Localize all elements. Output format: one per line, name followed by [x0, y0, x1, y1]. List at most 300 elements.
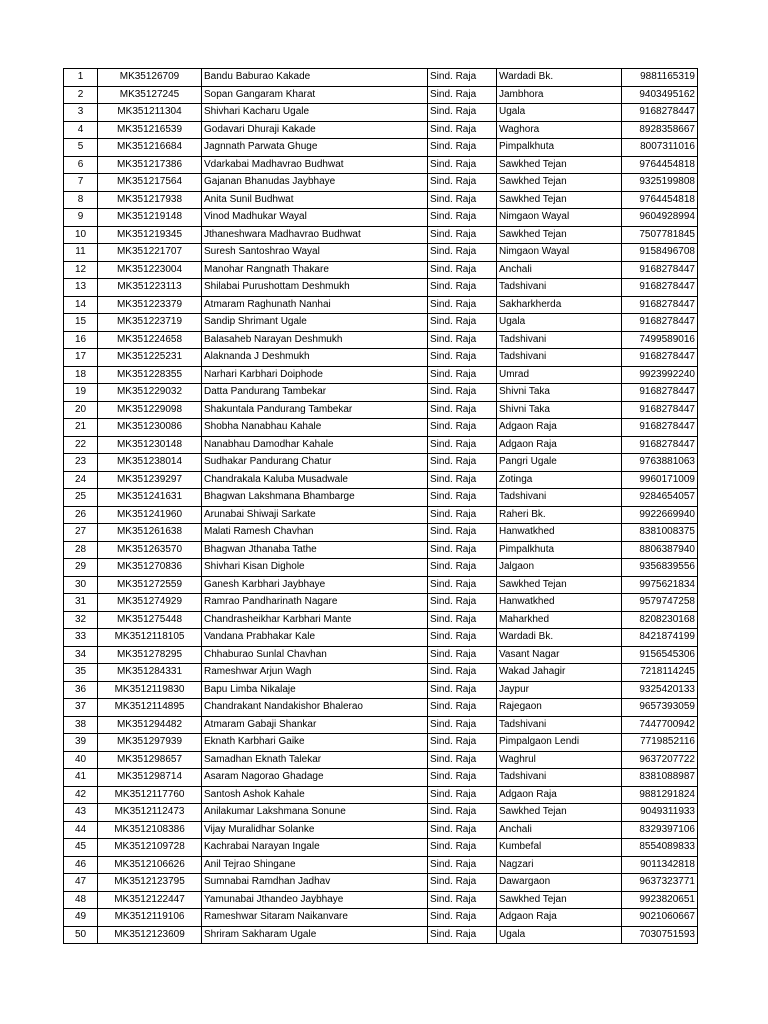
phone-number-cell: 9325199808 [622, 174, 698, 192]
village-cell: Pimpalkhuta [497, 541, 622, 559]
serial-number-cell: 9 [64, 209, 98, 227]
farmer-name-cell: Atmaram Raghunath Nanhai [202, 296, 428, 314]
table-row [64, 821, 698, 839]
village-cell: Wardadi Bk. [497, 629, 622, 647]
registration-id-cell: MK3512118105 [98, 629, 202, 647]
table-row [64, 296, 698, 314]
serial-number-cell: 20 [64, 401, 98, 419]
serial-number-cell: 1 [64, 69, 98, 87]
farmer-name-cell: Vdarkabai Madhavrao Budhwat [202, 156, 428, 174]
registration-id-cell: MK3512106626 [98, 856, 202, 874]
taluka-cell: Sind. Raja [428, 314, 497, 332]
table-row [64, 69, 698, 87]
table-row [64, 471, 698, 489]
taluka-cell: Sind. Raja [428, 611, 497, 629]
phone-number-cell: 9975621834 [622, 576, 698, 594]
phone-number-cell: 8381008375 [622, 524, 698, 542]
phone-number-cell: 8208230168 [622, 611, 698, 629]
serial-number-cell: 8 [64, 191, 98, 209]
registration-id-cell: MK3512117760 [98, 786, 202, 804]
serial-number-cell: 39 [64, 734, 98, 752]
serial-number-cell: 43 [64, 804, 98, 822]
taluka-cell: Sind. Raja [428, 891, 497, 909]
serial-number-cell: 4 [64, 121, 98, 139]
farmer-name-cell: Ramrao Pandharinath Nagare [202, 594, 428, 612]
farmer-name-cell: Atmaram Gabaji Shankar [202, 716, 428, 734]
serial-number-cell: 45 [64, 839, 98, 857]
table-row [64, 489, 698, 507]
taluka-cell: Sind. Raja [428, 156, 497, 174]
farmer-name-cell: Godavari Dhuraji Kakade [202, 121, 428, 139]
village-cell: Sakharkherda [497, 296, 622, 314]
farmer-name-cell: Jagnnath Parwata Ghuge [202, 139, 428, 157]
registration-id-cell: MK351219148 [98, 209, 202, 227]
farmer-name-cell: Chandrasheikhar Karbhari Mante [202, 611, 428, 629]
registration-id-cell: MK35126709 [98, 69, 202, 87]
phone-number-cell: 9049311933 [622, 804, 698, 822]
serial-number-cell: 50 [64, 926, 98, 944]
registration-id-cell: MK351278295 [98, 646, 202, 664]
table-row [64, 454, 698, 472]
table-row [64, 331, 698, 349]
taluka-cell: Sind. Raja [428, 191, 497, 209]
village-cell: Ugala [497, 926, 622, 944]
serial-number-cell: 25 [64, 489, 98, 507]
registration-id-cell: MK351294482 [98, 716, 202, 734]
registration-id-cell: MK351223379 [98, 296, 202, 314]
table-row [64, 716, 698, 734]
village-cell: Zotinga [497, 471, 622, 489]
serial-number-cell: 27 [64, 524, 98, 542]
serial-number-cell: 34 [64, 646, 98, 664]
registration-id-cell: MK3512108386 [98, 821, 202, 839]
serial-number-cell: 16 [64, 331, 98, 349]
phone-number-cell: 9657393059 [622, 699, 698, 717]
village-cell: Shivni Taka [497, 384, 622, 402]
village-cell: Ugala [497, 314, 622, 332]
phone-number-cell: 7447700942 [622, 716, 698, 734]
registration-id-cell: MK35127245 [98, 86, 202, 104]
registration-id-cell: MK351216684 [98, 139, 202, 157]
village-cell: Wakad Jahagir [497, 664, 622, 682]
taluka-cell: Sind. Raja [428, 856, 497, 874]
phone-number-cell: 8806387940 [622, 541, 698, 559]
serial-number-cell: 46 [64, 856, 98, 874]
table-row [64, 419, 698, 437]
farmer-name-cell: Sudhakar Pandurang Chatur [202, 454, 428, 472]
farmer-name-cell: Malati Ramesh Chavhan [202, 524, 428, 542]
table-row [64, 646, 698, 664]
registration-id-cell: MK3512119830 [98, 681, 202, 699]
registration-id-cell: MK351275448 [98, 611, 202, 629]
farmer-name-cell: Chandrakala Kaluba Musadwale [202, 471, 428, 489]
registration-id-cell: MK351284331 [98, 664, 202, 682]
farmer-name-cell: Bandu Baburao Kakade [202, 69, 428, 87]
taluka-cell: Sind. Raja [428, 751, 497, 769]
village-cell: Jaypur [497, 681, 622, 699]
table-row [64, 594, 698, 612]
phone-number-cell: 7218114245 [622, 664, 698, 682]
registration-id-cell: MK351211304 [98, 104, 202, 122]
village-cell: Sawkhed Tejan [497, 804, 622, 822]
table-row [64, 734, 698, 752]
village-cell: Tadshivani [497, 489, 622, 507]
phone-number-cell: 7030751593 [622, 926, 698, 944]
village-cell: Umrad [497, 366, 622, 384]
serial-number-cell: 15 [64, 314, 98, 332]
taluka-cell: Sind. Raja [428, 646, 497, 664]
phone-number-cell: 7499589016 [622, 331, 698, 349]
phone-number-cell: 8928358667 [622, 121, 698, 139]
table-row [64, 139, 698, 157]
registration-id-cell: MK351272559 [98, 576, 202, 594]
farmer-name-cell: Arunabai Shiwaji Sarkate [202, 506, 428, 524]
village-cell: Wardadi Bk. [497, 69, 622, 87]
farmer-name-cell: Gajanan Bhanudas Jaybhaye [202, 174, 428, 192]
table-row [64, 314, 698, 332]
village-cell: Shivni Taka [497, 401, 622, 419]
phone-number-cell: 9764454818 [622, 191, 698, 209]
registration-id-cell: MK351223113 [98, 279, 202, 297]
phone-number-cell: 9579747258 [622, 594, 698, 612]
village-cell: Dawargaon [497, 874, 622, 892]
serial-number-cell: 32 [64, 611, 98, 629]
village-cell: Pangri Ugale [497, 454, 622, 472]
village-cell: Anchali [497, 261, 622, 279]
farmer-name-cell: Anita Sunil Budhwat [202, 191, 428, 209]
serial-number-cell: 14 [64, 296, 98, 314]
registration-id-cell: MK351223719 [98, 314, 202, 332]
registration-id-cell: MK351228355 [98, 366, 202, 384]
serial-number-cell: 36 [64, 681, 98, 699]
registration-id-cell: MK351229032 [98, 384, 202, 402]
table-row [64, 699, 698, 717]
phone-number-cell: 9168278447 [622, 401, 698, 419]
serial-number-cell: 24 [64, 471, 98, 489]
farmer-name-cell: Shakuntala Pandurang Tambekar [202, 401, 428, 419]
table-row [64, 86, 698, 104]
table-row [64, 856, 698, 874]
farmer-name-cell: Suresh Santoshrao Wayal [202, 244, 428, 262]
taluka-cell: Sind. Raja [428, 139, 497, 157]
table-row [64, 559, 698, 577]
taluka-cell: Sind. Raja [428, 279, 497, 297]
serial-number-cell: 35 [64, 664, 98, 682]
village-cell: Tadshivani [497, 331, 622, 349]
phone-number-cell: 9156545306 [622, 646, 698, 664]
table-row [64, 891, 698, 909]
phone-number-cell: 9284654057 [622, 489, 698, 507]
serial-number-cell: 38 [64, 716, 98, 734]
village-cell: Tadshivani [497, 716, 622, 734]
taluka-cell: Sind. Raja [428, 524, 497, 542]
table-row [64, 104, 698, 122]
village-cell: Maharkhed [497, 611, 622, 629]
village-cell: Sawkhed Tejan [497, 576, 622, 594]
farmer-name-cell: Sopan Gangaram Kharat [202, 86, 428, 104]
phone-number-cell: 9325420133 [622, 681, 698, 699]
taluka-cell: Sind. Raja [428, 506, 497, 524]
table-body [64, 69, 698, 944]
farmer-name-cell: Samadhan Eknath Talekar [202, 751, 428, 769]
village-cell: Adgaon Raja [497, 419, 622, 437]
table-row [64, 541, 698, 559]
taluka-cell: Sind. Raja [428, 821, 497, 839]
beneficiary-table [63, 68, 698, 944]
table-row [64, 226, 698, 244]
serial-number-cell: 21 [64, 419, 98, 437]
farmer-name-cell: Vandana Prabhakar Kale [202, 629, 428, 647]
table-row [64, 664, 698, 682]
registration-id-cell: MK3512122447 [98, 891, 202, 909]
phone-number-cell: 8007311016 [622, 139, 698, 157]
taluka-cell: Sind. Raja [428, 244, 497, 262]
registration-id-cell: MK351241960 [98, 506, 202, 524]
phone-number-cell: 9922669940 [622, 506, 698, 524]
table-row [64, 751, 698, 769]
village-cell: Jalgaon [497, 559, 622, 577]
farmer-name-cell: Asaram Nagorao Ghadage [202, 769, 428, 787]
taluka-cell: Sind. Raja [428, 296, 497, 314]
village-cell: Waghora [497, 121, 622, 139]
serial-number-cell: 47 [64, 874, 98, 892]
village-cell: Raheri Bk. [497, 506, 622, 524]
village-cell: Hanwatkhed [497, 524, 622, 542]
farmer-name-cell: Vinod Madhukar Wayal [202, 209, 428, 227]
farmer-name-cell: Manohar Rangnath Thakare [202, 261, 428, 279]
village-cell: Waghrul [497, 751, 622, 769]
taluka-cell: Sind. Raja [428, 716, 497, 734]
taluka-cell: Sind. Raja [428, 541, 497, 559]
phone-number-cell: 9168278447 [622, 349, 698, 367]
village-cell: Pimpalgaon Lendi [497, 734, 622, 752]
serial-number-cell: 5 [64, 139, 98, 157]
taluka-cell: Sind. Raja [428, 209, 497, 227]
phone-number-cell: 9158496708 [622, 244, 698, 262]
village-cell: Adgaon Raja [497, 436, 622, 454]
table-row [64, 121, 698, 139]
table-row [64, 401, 698, 419]
farmer-name-cell: Jthaneshwara Madhavrao Budhwat [202, 226, 428, 244]
phone-number-cell: 9637207722 [622, 751, 698, 769]
phone-number-cell: 9881291824 [622, 786, 698, 804]
village-cell: Adgaon Raja [497, 909, 622, 927]
taluka-cell: Sind. Raja [428, 786, 497, 804]
registration-id-cell: MK3512112473 [98, 804, 202, 822]
phone-number-cell: 9764454818 [622, 156, 698, 174]
table-row [64, 524, 698, 542]
registration-id-cell: MK351223004 [98, 261, 202, 279]
table-row [64, 769, 698, 787]
village-cell: Sawkhed Tejan [497, 191, 622, 209]
farmer-name-cell: Rameshwar Sitaram Naikanvare [202, 909, 428, 927]
farmer-name-cell: Bhagwan Jthanaba Tathe [202, 541, 428, 559]
table-row [64, 611, 698, 629]
serial-number-cell: 28 [64, 541, 98, 559]
table-row [64, 786, 698, 804]
registration-id-cell: MK351263570 [98, 541, 202, 559]
registration-id-cell: MK3512119106 [98, 909, 202, 927]
taluka-cell: Sind. Raja [428, 261, 497, 279]
farmer-name-cell: Bhagwan Lakshmana Bhambarge [202, 489, 428, 507]
table-row [64, 174, 698, 192]
farmer-name-cell: Anilakumar Lakshmana Sonune [202, 804, 428, 822]
serial-number-cell: 30 [64, 576, 98, 594]
village-cell: Jambhora [497, 86, 622, 104]
taluka-cell: Sind. Raja [428, 384, 497, 402]
serial-number-cell: 3 [64, 104, 98, 122]
taluka-cell: Sind. Raja [428, 174, 497, 192]
registration-id-cell: MK351221707 [98, 244, 202, 262]
table-row [64, 191, 698, 209]
phone-number-cell: 9923820651 [622, 891, 698, 909]
registration-id-cell: MK351297939 [98, 734, 202, 752]
registration-id-cell: MK3512123609 [98, 926, 202, 944]
registration-id-cell: MK3512114895 [98, 699, 202, 717]
farmer-name-cell: Eknath Karbhari Gaike [202, 734, 428, 752]
phone-number-cell: 9168278447 [622, 384, 698, 402]
table-row [64, 804, 698, 822]
farmer-name-cell: Nanabhau Damodhar Kahale [202, 436, 428, 454]
village-cell: Sawkhed Tejan [497, 174, 622, 192]
farmer-name-cell: Ganesh Karbhari Jaybhaye [202, 576, 428, 594]
taluka-cell: Sind. Raja [428, 769, 497, 787]
registration-id-cell: MK351217564 [98, 174, 202, 192]
farmer-name-cell: Shobha Nanabhau Kahale [202, 419, 428, 437]
taluka-cell: Sind. Raja [428, 226, 497, 244]
taluka-cell: Sind. Raja [428, 419, 497, 437]
farmer-name-cell: Vijay Muralidhar Solanke [202, 821, 428, 839]
registration-id-cell: MK351230148 [98, 436, 202, 454]
phone-number-cell: 9168278447 [622, 419, 698, 437]
village-cell: Tadshivani [497, 769, 622, 787]
phone-number-cell: 7507781845 [622, 226, 698, 244]
serial-number-cell: 26 [64, 506, 98, 524]
farmer-name-cell: Shivhari Kacharu Ugale [202, 104, 428, 122]
phone-number-cell: 9356839556 [622, 559, 698, 577]
farmer-name-cell: Balasaheb Narayan Deshmukh [202, 331, 428, 349]
phone-number-cell: 9168278447 [622, 104, 698, 122]
serial-number-cell: 31 [64, 594, 98, 612]
serial-number-cell: 44 [64, 821, 98, 839]
table-row [64, 156, 698, 174]
serial-number-cell: 13 [64, 279, 98, 297]
serial-number-cell: 42 [64, 786, 98, 804]
phone-number-cell: 8554089833 [622, 839, 698, 857]
farmer-name-cell: Chandrakant Nandakishor Bhalerao [202, 699, 428, 717]
table-row [64, 209, 698, 227]
serial-number-cell: 48 [64, 891, 98, 909]
serial-number-cell: 40 [64, 751, 98, 769]
taluka-cell: Sind. Raja [428, 86, 497, 104]
serial-number-cell: 22 [64, 436, 98, 454]
taluka-cell: Sind. Raja [428, 839, 497, 857]
farmer-name-cell: Santosh Ashok Kahale [202, 786, 428, 804]
taluka-cell: Sind. Raja [428, 401, 497, 419]
registration-id-cell: MK351225231 [98, 349, 202, 367]
farmer-name-cell: Anil Tejrao Shingane [202, 856, 428, 874]
phone-number-cell: 8381088987 [622, 769, 698, 787]
registration-id-cell: MK351216539 [98, 121, 202, 139]
taluka-cell: Sind. Raja [428, 331, 497, 349]
table-row [64, 436, 698, 454]
farmer-name-cell: Shriram Sakharam Ugale [202, 926, 428, 944]
registration-id-cell: MK351224658 [98, 331, 202, 349]
table-row [64, 244, 698, 262]
registration-id-cell: MK3512123795 [98, 874, 202, 892]
village-cell: Tadshivani [497, 279, 622, 297]
taluka-cell: Sind. Raja [428, 664, 497, 682]
village-cell: Sawkhed Tejan [497, 226, 622, 244]
village-cell: Rajegaon [497, 699, 622, 717]
registration-id-cell: MK351274929 [98, 594, 202, 612]
farmer-name-cell: Bapu Limba Nikalaje [202, 681, 428, 699]
phone-number-cell: 9011342818 [622, 856, 698, 874]
phone-number-cell: 9168278447 [622, 314, 698, 332]
registration-id-cell: MK351298657 [98, 751, 202, 769]
taluka-cell: Sind. Raja [428, 734, 497, 752]
serial-number-cell: 19 [64, 384, 98, 402]
village-cell: Pimpalkhuta [497, 139, 622, 157]
village-cell: Tadshivani [497, 349, 622, 367]
phone-number-cell: 8329397106 [622, 821, 698, 839]
table-row [64, 681, 698, 699]
farmer-name-cell: Chhaburao Sunlal Chavhan [202, 646, 428, 664]
serial-number-cell: 49 [64, 909, 98, 927]
registration-id-cell: MK351241631 [98, 489, 202, 507]
serial-number-cell: 7 [64, 174, 98, 192]
farmer-name-cell: Narhari Karbhari Doiphode [202, 366, 428, 384]
taluka-cell: Sind. Raja [428, 681, 497, 699]
phone-number-cell: 8421874199 [622, 629, 698, 647]
phone-number-cell: 9881165319 [622, 69, 698, 87]
registration-id-cell: MK351298714 [98, 769, 202, 787]
table-row [64, 926, 698, 944]
village-cell: Nimgaon Wayal [497, 209, 622, 227]
serial-number-cell: 18 [64, 366, 98, 384]
farmer-name-cell: Sumnabai Ramdhan Jadhav [202, 874, 428, 892]
table-row [64, 349, 698, 367]
taluka-cell: Sind. Raja [428, 926, 497, 944]
taluka-cell: Sind. Raja [428, 804, 497, 822]
village-cell: Anchali [497, 821, 622, 839]
registration-id-cell: MK351217386 [98, 156, 202, 174]
table-row [64, 384, 698, 402]
registration-id-cell: MK351230086 [98, 419, 202, 437]
village-cell: Hanwatkhed [497, 594, 622, 612]
village-cell: Ugala [497, 104, 622, 122]
table-row [64, 366, 698, 384]
serial-number-cell: 41 [64, 769, 98, 787]
table-row [64, 576, 698, 594]
taluka-cell: Sind. Raja [428, 349, 497, 367]
table-row [64, 506, 698, 524]
village-cell: Sawkhed Tejan [497, 891, 622, 909]
village-cell: Adgaon Raja [497, 786, 622, 804]
table-row [64, 909, 698, 927]
registration-id-cell: MK351261638 [98, 524, 202, 542]
phone-number-cell: 9168278447 [622, 279, 698, 297]
serial-number-cell: 23 [64, 454, 98, 472]
taluka-cell: Sind. Raja [428, 699, 497, 717]
taluka-cell: Sind. Raja [428, 471, 497, 489]
table-row [64, 279, 698, 297]
serial-number-cell: 17 [64, 349, 98, 367]
village-cell: Vasant Nagar [497, 646, 622, 664]
registration-id-cell: MK3512109728 [98, 839, 202, 857]
taluka-cell: Sind. Raja [428, 576, 497, 594]
farmer-name-cell: Sandip Shrimant Ugale [202, 314, 428, 332]
